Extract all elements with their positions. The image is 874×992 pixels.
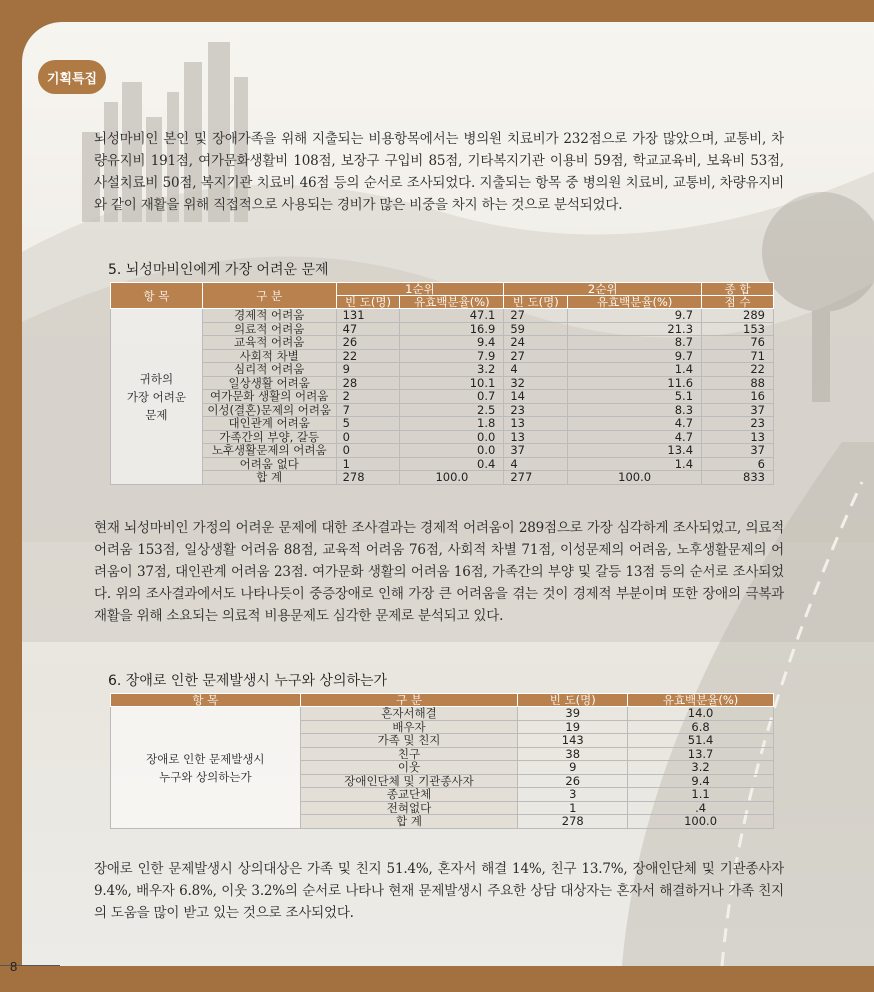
row-label: 어려움 없다 <box>202 457 336 471</box>
row-group-line: 문제 <box>145 407 168 422</box>
table-row <box>111 707 774 721</box>
freq: 9 <box>518 761 628 775</box>
difficulty-paragraph: 현재 뇌성마비인 가정의 어려운 문제에 대한 조사결과는 경제적 어려움이 289점으로 가장 심각하게 조사되었고, 의료적 어려움 153점, 일상생활 어려움 88점, 교육적 어려움 76점, 사회적 차별 71점, 이성문제의 어려움, 노후생활문제의 어려움이 37점, 대인관계 어려움 23점. 여가문화 생활의 어려움 16점, 가족간의 부양 및 갈등 13점 등의 순서로 조사되었다. 위의 조사결과에서도 나타나듯이 중증장애로 인해 가장 큰 어려움을 겪는 것이 경제적 부분이며 또한 장애의 극복과 재활을 위해 소요되는 의료적 비용문제도 심각한 문제로 분석되고 있다. <box>94 520 784 624</box>
pct-rank1: 0.7 <box>400 390 504 404</box>
freq: 26 <box>518 774 628 788</box>
total-pct: 100.0 <box>628 815 774 829</box>
pct-rank2: 8.3 <box>568 403 702 417</box>
total-score: 22 <box>702 363 774 377</box>
row-group-line: 누구와 상의하는가 <box>159 769 252 784</box>
row-group-line: 가장 어려운 <box>126 389 187 404</box>
pct-rank1: 3.2 <box>400 363 504 377</box>
pct-rank2: 4.7 <box>568 417 702 431</box>
total-score: 71 <box>702 349 774 363</box>
freq: 1 <box>518 801 628 815</box>
freq-rank2: 24 <box>504 336 568 350</box>
header-total-a: 종 합 <box>702 283 774 296</box>
header-category: 구 분 <box>300 694 518 707</box>
row-label: 여가문화 생활의 어려움 <box>202 390 336 404</box>
footer-rule <box>0 965 60 966</box>
freq-rank2: 37 <box>504 444 568 458</box>
row-group-line: 장애로 인한 문제발생시 <box>146 751 265 766</box>
section-badge: 기획특집 <box>38 60 106 94</box>
freq: 19 <box>518 720 628 734</box>
row-label: 대인관계 어려움 <box>202 417 336 431</box>
row-label: 배우자 <box>300 720 518 734</box>
pct-rank2: 11.6 <box>568 376 702 390</box>
row-label: 경제적 어려움 <box>202 309 336 323</box>
pct-rank2: 9.7 <box>568 349 702 363</box>
table-row <box>111 322 774 336</box>
total-score: 88 <box>702 376 774 390</box>
table-row <box>111 336 774 350</box>
freq-rank2: 32 <box>504 376 568 390</box>
freq-rank2: 13 <box>504 417 568 431</box>
freq-rank1: 131 <box>336 309 400 323</box>
difficulty-table <box>110 282 774 485</box>
freq-rank1: 1 <box>336 457 400 471</box>
row-group-label <box>111 707 301 829</box>
row-label: 가족간의 부양, 갈등 <box>202 430 336 444</box>
freq-rank2: 27 <box>504 349 568 363</box>
pct-rank2: 4.7 <box>568 430 702 444</box>
pct-rank1: 47.1 <box>400 309 504 323</box>
pct-rank2: 8.7 <box>568 336 702 350</box>
pct-rank1: 10.1 <box>400 376 504 390</box>
pct: 9.4 <box>628 774 774 788</box>
freq: 38 <box>518 747 628 761</box>
header-total-b: 점 수 <box>702 296 774 309</box>
row-label: 이웃 <box>300 761 518 775</box>
total-score: 13 <box>702 430 774 444</box>
section-5-title: 5. 뇌성마비인에게 가장 어려운 문제 <box>108 262 329 278</box>
total-label: 합 계 <box>202 471 336 485</box>
total-score: 16 <box>702 390 774 404</box>
row-label: 일상생활 어려움 <box>202 376 336 390</box>
row-group-line: 귀하의 <box>139 371 174 386</box>
total-score: 76 <box>702 336 774 350</box>
pct-rank1: 0.4 <box>400 457 504 471</box>
freq-rank2: 59 <box>504 322 568 336</box>
footer-strip <box>0 966 874 992</box>
freq-rank2: 14 <box>504 390 568 404</box>
pct-rank2: 13.4 <box>568 444 702 458</box>
consult-paragraph: 장애로 인한 문제발생시 상의대상은 가족 및 친지 51.4%, 혼자서 해결 14%, 친구 13.7%, 장애인단체 및 기관종사자 9.4%, 배우자 6.8%, 이웃 3.2%의 순서로 나타나 현재 문제발생시 주요한 상담 대상자는 혼자서 해결하거나 가족 친지의 도움을 많이 받고 있는 것으로 조사되었다. <box>94 861 784 921</box>
freq-rank2: 13 <box>504 430 568 444</box>
freq-rank1: 28 <box>336 376 400 390</box>
pct: .4 <box>628 801 774 815</box>
pct-rank1: 16.9 <box>400 322 504 336</box>
row-label: 전혀없다 <box>300 801 518 815</box>
table-row <box>111 430 774 444</box>
freq-rank2: 27 <box>504 309 568 323</box>
total-freq1: 278 <box>336 471 400 485</box>
pct: 1.1 <box>628 788 774 802</box>
header-item: 항 목 <box>111 283 203 309</box>
freq-rank2: 23 <box>504 403 568 417</box>
table-row <box>111 349 774 363</box>
row-label: 친구 <box>300 747 518 761</box>
total-score: 6 <box>702 457 774 471</box>
header-freq2: 빈 도(명) <box>504 296 568 309</box>
total-pct1: 100.0 <box>400 471 504 485</box>
table-row <box>111 363 774 377</box>
freq-rank1: 7 <box>336 403 400 417</box>
pct: 14.0 <box>628 707 774 721</box>
table-row <box>111 444 774 458</box>
freq-rank2: 4 <box>504 363 568 377</box>
total-score: 23 <box>702 417 774 431</box>
row-label: 노후생활문제의 어려움 <box>202 444 336 458</box>
header-rank2: 2순위 <box>504 283 702 296</box>
freq-rank1: 26 <box>336 336 400 350</box>
freq-rank1: 0 <box>336 444 400 458</box>
pct-rank2: 1.4 <box>568 457 702 471</box>
header-item: 항 목 <box>111 694 301 707</box>
freq: 3 <box>518 788 628 802</box>
pct-rank1: 9.4 <box>400 336 504 350</box>
freq-rank2: 4 <box>504 457 568 471</box>
total-score: 153 <box>702 322 774 336</box>
row-label: 종교단체 <box>300 788 518 802</box>
freq: 39 <box>518 707 628 721</box>
row-label: 심리적 어려움 <box>202 363 336 377</box>
row-label: 교육적 어려움 <box>202 336 336 350</box>
total-freq2: 277 <box>504 471 568 485</box>
table-total-row <box>111 471 774 485</box>
total-score: 833 <box>702 471 774 485</box>
row-label: 혼자서해결 <box>300 707 518 721</box>
total-freq: 278 <box>518 815 628 829</box>
table-row <box>111 390 774 404</box>
total-pct2: 100.0 <box>568 471 702 485</box>
pct-rank1: 2.5 <box>400 403 504 417</box>
total-label: 합 계 <box>300 815 518 829</box>
freq-rank1: 2 <box>336 390 400 404</box>
pct-rank2: 21.3 <box>568 322 702 336</box>
pct-rank1: 0.0 <box>400 430 504 444</box>
header-pct: 유효백분율(%) <box>628 694 774 707</box>
freq-rank1: 5 <box>336 417 400 431</box>
row-label: 가족 및 친지 <box>300 734 518 748</box>
freq-rank1: 22 <box>336 349 400 363</box>
row-label: 의료적 어려움 <box>202 322 336 336</box>
header-freq: 빈 도(명) <box>518 694 628 707</box>
row-group-label <box>111 309 203 485</box>
pct-rank1: 1.8 <box>400 417 504 431</box>
header-category: 구 분 <box>202 283 336 309</box>
freq-rank1: 47 <box>336 322 400 336</box>
pct-rank1: 7.9 <box>400 349 504 363</box>
freq: 143 <box>518 734 628 748</box>
pct-rank2: 9.7 <box>568 309 702 323</box>
pct-rank1: 0.0 <box>400 444 504 458</box>
table-row <box>111 417 774 431</box>
row-label: 이성(결혼)문제의 어려움 <box>202 403 336 417</box>
intro-paragraph: 뇌성마비인 본인 및 장애가족을 위해 지출되는 비용항목에서는 병의원 치료비가 232점으로 가장 많았으며, 교통비, 차량유지비 191점, 여가문화생활비 108점, 보장구 구입비 85점, 기타복지기관 이용비 59점, 학교교육비, 보육비 53점, 사설치료비 50점, 복지기관 치료비 46점 등의 순서로 조사되었다. 지출되는 항목 중 병의원 치료비, 교통비, 차량유지비와 같이 재활을 위해 직접적으로 사용되는 경비가 많은 비중을 차지 하는 것으로 분석되었다. <box>94 131 784 213</box>
freq-rank1: 0 <box>336 430 400 444</box>
table-row <box>111 403 774 417</box>
row-label: 장애인단체 및 기관종사자 <box>300 774 518 788</box>
section-6-title: 6. 장애로 인한 문제발생시 누구와 상의하는가 <box>108 673 388 689</box>
header-pct2: 유효백분율(%) <box>568 296 702 309</box>
header-rank1: 1순위 <box>336 283 504 296</box>
pct: 13.7 <box>628 747 774 761</box>
total-score: 289 <box>702 309 774 323</box>
table-row <box>111 309 774 323</box>
total-score: 37 <box>702 444 774 458</box>
pct: 51.4 <box>628 734 774 748</box>
pct: 6.8 <box>628 720 774 734</box>
pct-rank2: 5.1 <box>568 390 702 404</box>
pct-rank2: 1.4 <box>568 363 702 377</box>
total-score: 37 <box>702 403 774 417</box>
header-freq1: 빈 도(명) <box>336 296 400 309</box>
table-row <box>111 376 774 390</box>
page-number: 8 <box>10 959 18 974</box>
row-label: 사회적 차별 <box>202 349 336 363</box>
freq-rank1: 9 <box>336 363 400 377</box>
table-row <box>111 457 774 471</box>
pct: 3.2 <box>628 761 774 775</box>
header-pct1: 유효백분율(%) <box>400 296 504 309</box>
consult-table <box>110 693 774 829</box>
